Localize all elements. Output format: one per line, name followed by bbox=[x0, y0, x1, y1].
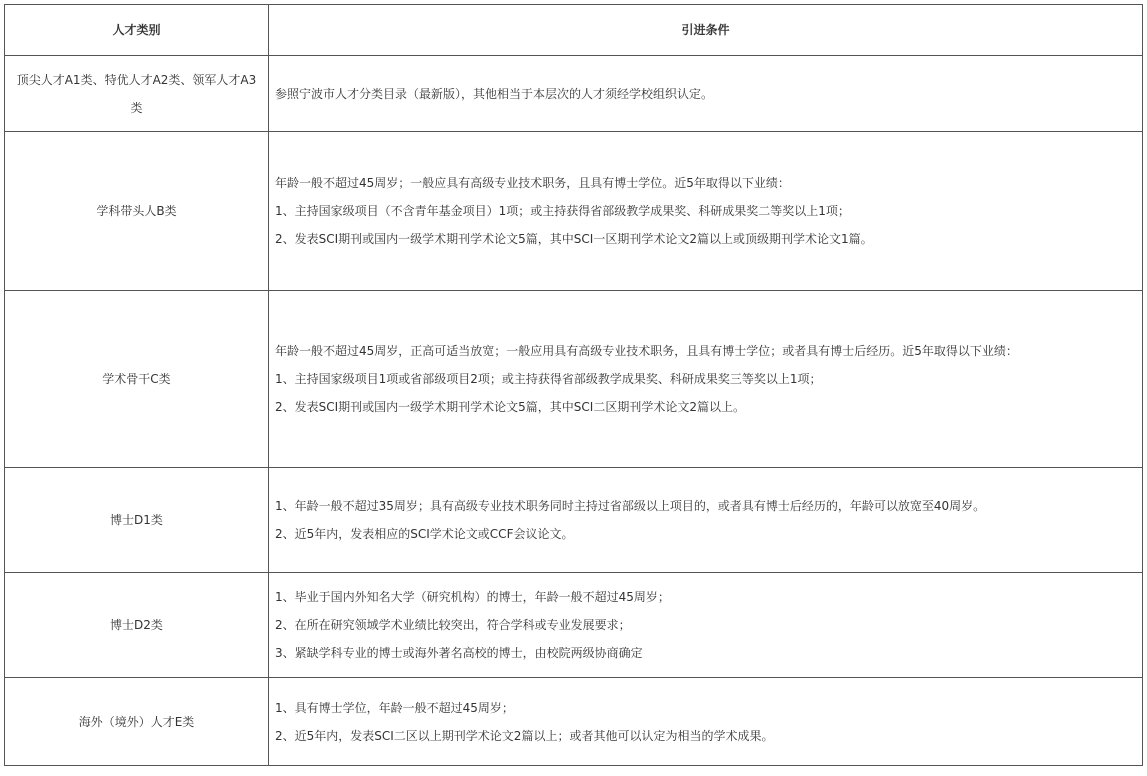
row-conditions bbox=[269, 56, 1143, 132]
condition-line: 1、主持国家级项目（不含青年基金项目）1项；或主持获得省部级教学成果奖、科研成果奖二等奖以上1项； bbox=[275, 204, 850, 218]
talent-requirements-table bbox=[4, 4, 1143, 766]
condition-line: 年龄一般不超过45周岁；一般应具有高级专业技术职务，且具有博士学位。近5年取得以下业绩： bbox=[275, 176, 790, 190]
header-conditions: 引进条件 bbox=[269, 5, 1143, 56]
condition-line: 年龄一般不超过45周岁，正高可适当放宽；一般应用具有高级专业技术职务，且具有博士学位；或者具有博士后经历。近5年取得以下业绩： bbox=[275, 344, 1018, 358]
condition-line: 2、近5年内，发表相应的SCI学术论文或CCF会议论文。 bbox=[275, 527, 574, 541]
table-row bbox=[5, 573, 1143, 678]
row-category: 顶尖人才A1类、特优人才A2类、领军人才A3类 bbox=[5, 56, 269, 132]
row-category: 博士D1类 bbox=[5, 468, 269, 573]
row-category: 海外（境外）人才E类 bbox=[5, 678, 269, 766]
table-row bbox=[5, 678, 1143, 766]
condition-line: 2、近5年内，发表SCI二区以上期刊学术论文2篇以上；或者其他可以认定为相当的学术成果。 bbox=[275, 728, 774, 743]
row-category: 学术骨干C类 bbox=[5, 291, 269, 468]
condition-line: 1、具有博士学位，年龄一般不超过45周岁； bbox=[275, 700, 514, 715]
row-conditions bbox=[269, 132, 1143, 291]
condition-line: 1、毕业于国内外知名大学（研究机构）的博士，年龄一般不超过45周岁； bbox=[275, 590, 670, 604]
row-conditions bbox=[269, 291, 1143, 468]
condition-line: 3、紧缺学科专业的博士或海外著名高校的博士，由校院两级协商确定 bbox=[275, 646, 643, 660]
table-row bbox=[5, 132, 1143, 291]
row-conditions bbox=[269, 468, 1143, 573]
table-row bbox=[5, 56, 1143, 132]
table-row bbox=[5, 291, 1143, 468]
header-category: 人才类别 bbox=[5, 5, 269, 56]
condition-line: 2、在所在研究领域学术业绩比较突出，符合学科或专业发展要求； bbox=[275, 618, 631, 632]
condition-line: 参照宁波市人才分类目录（最新版），其他相当于本层次的人才须经学校组织认定。 bbox=[275, 86, 714, 101]
condition-line: 1、主持国家级项目1项或省部级项目2项；或主持获得省部级教学成果奖、科研成果奖三等奖以上1项； bbox=[275, 372, 822, 386]
condition-line: 1、年龄一般不超过35周岁；具有高级专业技术职务同时主持过省部级以上项目的，或者具有博士后经历的，年龄可以放宽至40周岁。 bbox=[275, 499, 986, 513]
condition-line: 2、发表SCI期刊或国内一级学术期刊学术论文5篇，其中SCI二区期刊学术论文2篇以上。 bbox=[275, 400, 745, 414]
row-conditions bbox=[269, 573, 1143, 678]
condition-line: 2、发表SCI期刊或国内一级学术期刊学术论文5篇，其中SCI一区期刊学术论文2篇以上或顶级期刊学术论文1篇。 bbox=[275, 232, 873, 246]
row-conditions bbox=[269, 678, 1143, 766]
table-header-row bbox=[5, 5, 1143, 56]
talent-table-container bbox=[4, 4, 1143, 766]
row-category: 博士D2类 bbox=[5, 573, 269, 678]
row-category: 学科带头人B类 bbox=[5, 132, 269, 291]
table-row bbox=[5, 468, 1143, 573]
